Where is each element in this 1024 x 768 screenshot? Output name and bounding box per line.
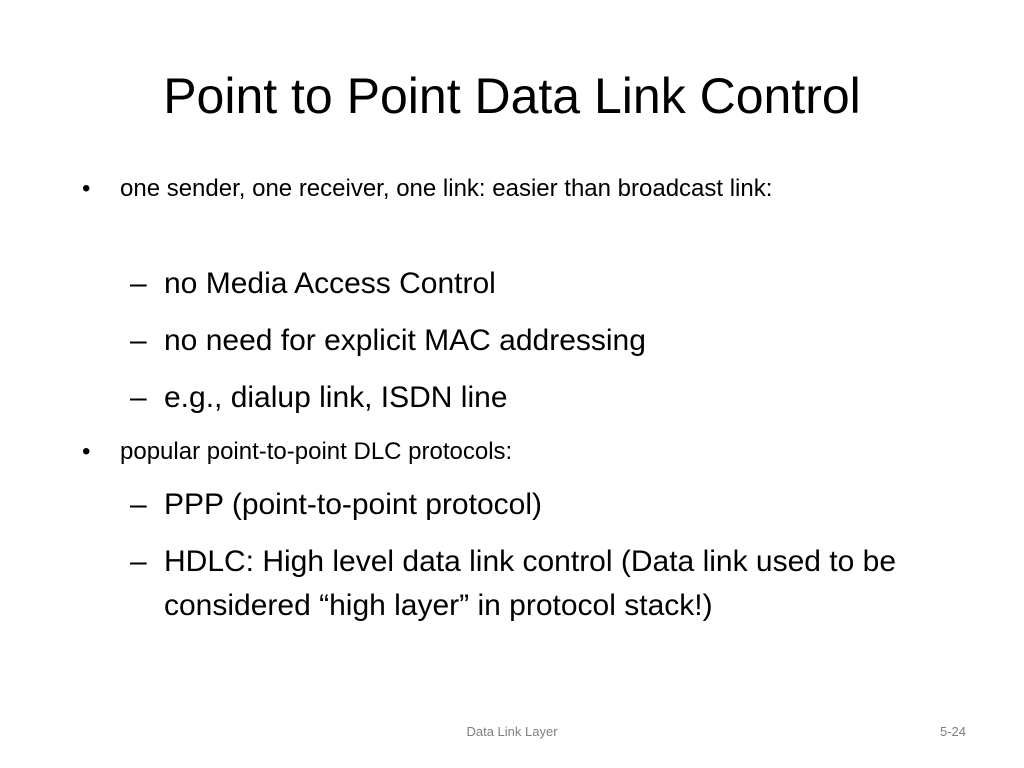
slide-title: Point to Point Data Link Control [163,68,861,124]
sub-bullet-text: e.g., dialup link, ISDN line [164,381,508,414]
sub-bullet-marker: – [130,324,147,357]
sub-bullet-text: no need for explicit MAC addressing [164,324,646,357]
sub-bullet-item [130,540,920,628]
sub-bullet-item [130,319,930,363]
sub-bullet-item [130,262,930,306]
bullet-text: popular point-to-point DLC protocols: [120,438,513,465]
sub-bullet-marker: – [130,381,147,414]
sub-bullet-marker: – [130,545,147,578]
sub-bullet-text: no Media Access Control [164,267,496,300]
sub-bullet-marker: – [130,488,147,521]
bullet-marker: • [82,438,91,465]
bullet-text: one sender, one receiver, one link: easier than broadcast link: [120,175,773,202]
footer-section-label: Data Link Layer [466,724,558,739]
bullet-marker: • [82,175,91,202]
sub-bullet-text: HDLC: High level data link control (Data link used to be considered “high layer” in protocol stack!) [164,545,897,622]
sub-bullet-marker: – [130,267,147,300]
sub-bullet-text: PPP (point-to-point protocol) [164,488,542,521]
bullet-item-2 [82,433,942,471]
sub-bullet-item [130,483,930,527]
footer-page-number: 5-24 [939,724,966,739]
bullet-item-1 [82,170,942,208]
sub-bullet-item [130,376,930,420]
